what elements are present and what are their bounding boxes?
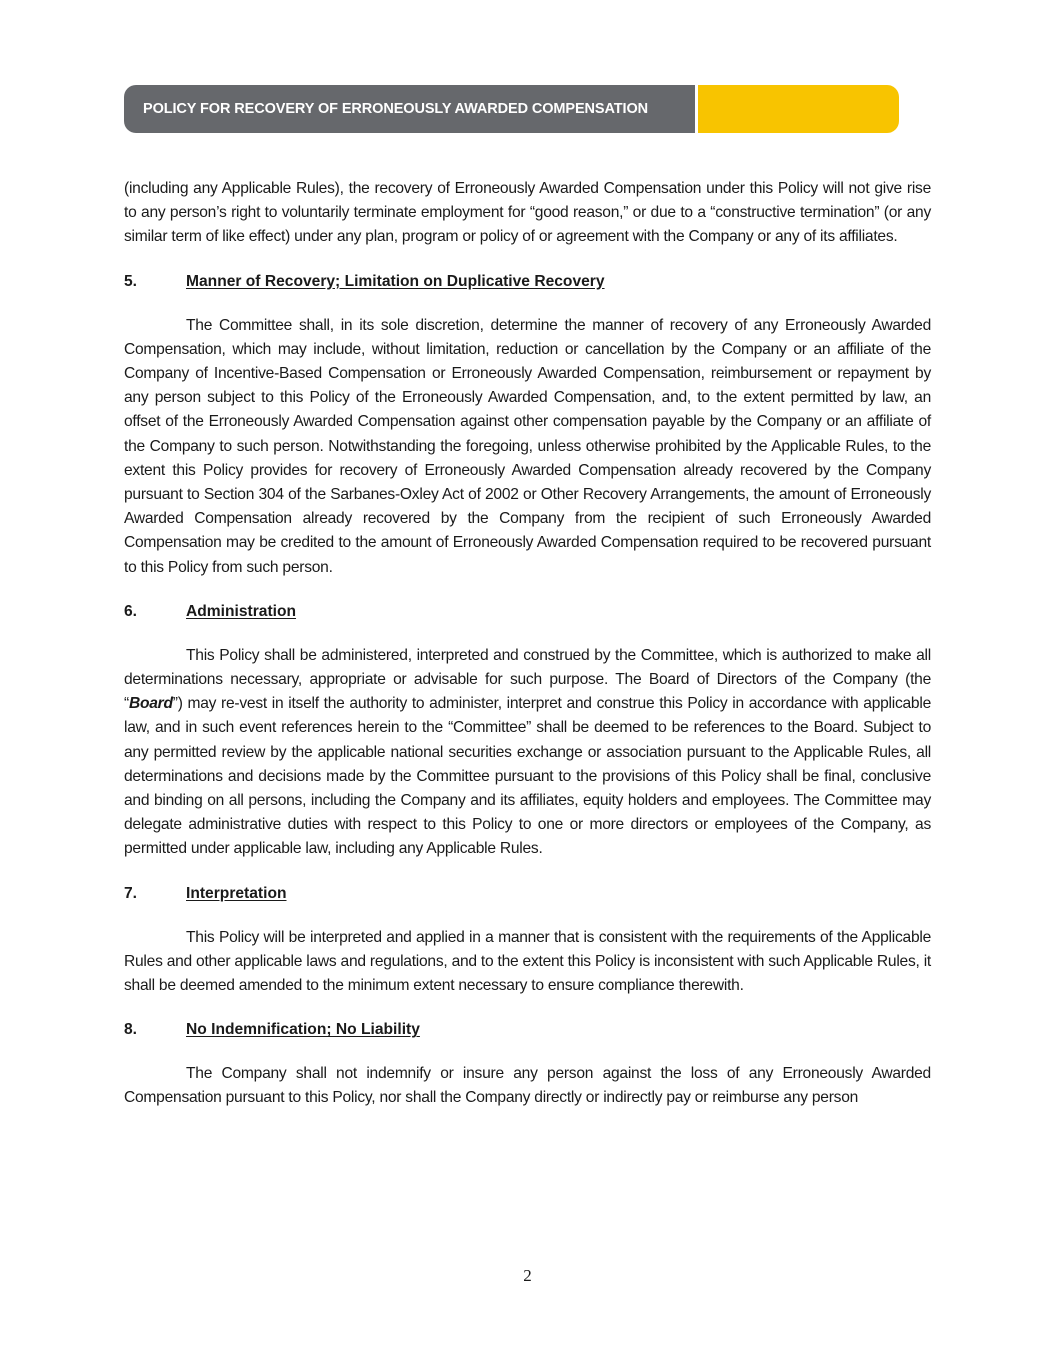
section-body-5: The Committee shall, in its sole discretion, determine the manner of recovery of any Erroneously Awarded Compensation, which may include, without limitation, reduction or cancellation by the Company or an affiliate of the Company of Incentive-Based Compensation or Erroneously Awarded Compensation, reimbursement or repayment by any person subject to this Policy of the Erroneously Awarded Compensation, and, to the extent permitted by law, an offset of the Erroneously Awarded Compensation against other compensation payable by the Company or an affiliate of the Company to such person. Notwithstanding the foregoing, unless otherwise prohibited by the Applicable Rules, to the extent this Policy provides for recovery of Erroneously Awarded Compensation already recovered by the Company pursuant to Section 304 of the Sarbanes-Oxley Act of 2002 or Other Recovery Arrangements, the amount of Erroneously Awarded Compensation already recovered by the Company from the recipient of such Erroneously Awarded Compensation may be credited to the amount of Erroneously Awarded Compensation required to be recovered pursuant to this Policy from such person.: [124, 316, 931, 576]
section-body-6: [124, 644, 931, 862]
continuation-paragraph: (including any Applicable Rules), the recovery of Erroneously Awarded Compensation under this Policy will not give rise to any person’s right to voluntarily terminate employment for “good reason,” or due to a “constructive termination” (or any similar term of like effect) under any plan, program or policy of or agreement with the Company or any of its affiliates.: [124, 180, 931, 246]
defined-term-board: Board: [128, 695, 173, 713]
section-heading-7: [124, 882, 931, 906]
section-heading-6: [124, 600, 931, 624]
section-title: Interpretation: [186, 884, 287, 902]
section-number: 8.: [124, 1021, 138, 1039]
section-title: Administration: [186, 602, 297, 620]
section-heading-8: [124, 1018, 931, 1042]
section-number: 7.: [124, 884, 138, 902]
document-body: [124, 177, 931, 1111]
body-text: This Policy shall be administered, interpreted and construed by the Committee, which is authorized to make all determinations necessary, appropriate or advisable for such purpose. The Board of Directors of the Company (the “: [124, 646, 931, 713]
body-text: ”) may re-vest in itself the authority to administer, interpret and construe this Policy in accordance with applicable law, and in such event references herein to the “Committee” shall be deemed to be references to the Board. Subject to any permitted review by the applicable national securities exchange or association pursuant to the Applicable Rules, all determinations and decisions made by the Committee pursuant to the provisions of this Policy shall be final, conclusive and binding on all persons, including the Company and its affiliates, equity holders and employees. The Committee may delegate administrative duties with respect to this Policy to one or more directors or employees of the Company, as permitted under applicable law, including any Applicable Rules.: [124, 695, 931, 858]
header-title-panel: [124, 85, 695, 133]
section-title: Manner of Recovery; Limitation on Duplicative Recovery: [186, 272, 605, 290]
section-number: 6.: [124, 602, 138, 620]
section-heading-5: [124, 270, 931, 294]
page-number: 2: [523, 1266, 532, 1285]
section-title: No Indemnification; No Liability: [186, 1021, 420, 1039]
section-body-8: The Company shall not indemnify or insure any person against the loss of any Erroneously Awarded Compensation pursuant to this Policy, nor shall the Company directly or indirectly pay or reimburse any person: [124, 1065, 931, 1107]
section-body-7: This Policy will be interpreted and applied in a manner that is consistent with the requirements of the Applicable Rules and other applicable laws and regulations, and to the extent this Policy is inconsistent with such Applicable Rules, it shall be deemed amended to the minimum extent necessary to ensure compliance therewith.: [124, 928, 931, 995]
section-number: 5.: [124, 272, 138, 290]
header-title: POLICY FOR RECOVERY OF ERRONEOUSLY AWARDED COMPENSATION: [143, 101, 649, 117]
document-header: [124, 85, 899, 133]
header-accent-panel: [698, 85, 899, 133]
